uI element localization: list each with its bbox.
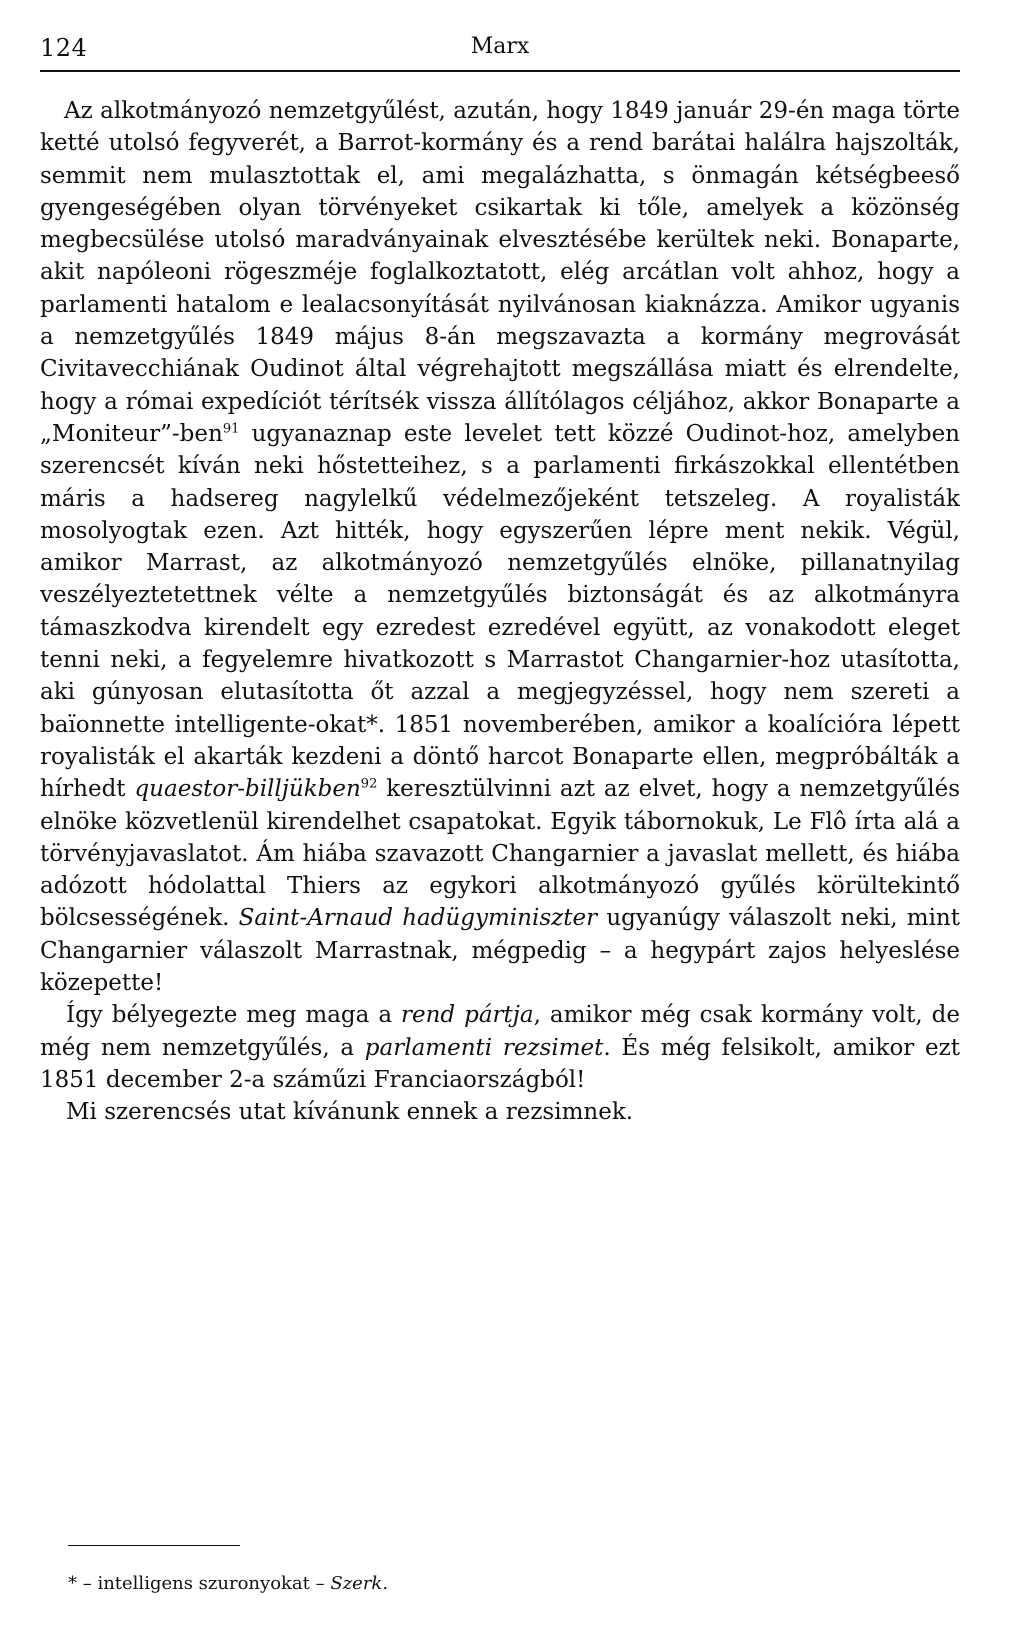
body-text <box>40 95 960 1129</box>
footnote-ref-91: 91 <box>222 421 240 437</box>
page-number: 124 <box>40 34 88 62</box>
footnote-text: * – intelligens szuronyokat – <box>68 1573 331 1594</box>
paragraph-1 <box>40 95 960 999</box>
page-header <box>40 30 960 66</box>
paragraph-1-part-d: ugyanúgy válaszolt neki, mint Changarnier válaszolt Marrastnak, mégpedig – a hegypárt zajos helyeslése közepette! <box>40 905 960 997</box>
paragraph-2 <box>40 999 960 1096</box>
running-title: Marx <box>470 34 530 59</box>
paragraph-1-part-a: Az alkotmányozó nemzetgyűlést, azután, hogy 1849 január 29-én maga törte ketté utolsó fegyverét, a Barrot-kormány és a rend barátai halálra hajszolták, semmit nem mulasztottak el, ami megalázhatta, s önmagán kétségbeeső gyengeségében olyan törvényeket csikartak ki tőle, amelyek a közönség megbecsülése utolsó maradványainak elvesztésébe kerültek neki. Bonaparte, akit napóleoni rögeszméje foglalkoztatott, elég arcátlan volt ahhoz, hogy a parlamenti hatalom e lealacsonyítását nyilvánosan kiaknázza. Amikor ugyanis a nemzetgyűlés 1849 május 8-án megszavazta a kormány megrovását Civitavecchiának Oudinot által végrehajtott megszállása miatt és elrendelte, hogy a római expedíciót térítsék vissza állítólagos céljához, akkor Bonaparte a „Moniteur”-ben <box>40 98 960 447</box>
emphasis-parlamenti-rezsim: parlamenti rezsimet <box>364 1034 604 1061</box>
paragraph-1-part-c: keresztülvinni azt az elvet, hogy a nemzetgyűlés elnöke közvetlenül kirendelhet csapatokat. Egyik tábornokuk, Le Flô írta alá a törvényjavaslatot. Ám hiába szavazott Changarnier a javaslat mellett, és hiába adózott hódolattal Thiers az egykori alkotmányozó gyűlés körültekintő bölcsességének. <box>40 776 960 932</box>
emphasis-rend-partja: rend pártja <box>401 1002 534 1029</box>
header-rule <box>40 70 960 72</box>
footnote-ref-92: 92 <box>360 776 378 792</box>
paragraph-2-part-b: , amikor még csak kormány volt, de még nem nemzetgyűlés, a <box>40 1002 960 1061</box>
footnote-rule <box>68 1545 240 1546</box>
emphasis-quaestor-bill: quaestor-billjükben <box>134 776 361 803</box>
footnote <box>68 1572 928 1596</box>
paragraph-1-part-b: ugyanaznap este levelet tett közzé Oudinot-hoz, amelyben szerencsét kíván neki hőstetteihez, s a parlamenti firkászokkal ellentétben máris a hadsereg nagylelkű védelmezőjeként tetszeleg. A royalisták mosolyogtak ezen. Azt hitték, hogy egyszerűen lépre ment nekik. Végül, amikor Marrast, az alkotmányozó nemzetgyűlés elnöke, pillanatnyilag veszélyeztetettnek vélte a nemzetgyűlés biztonságát és az alkotmányra támaszkodva kirendelt egy ezredest ezredével együtt, az vonakodott eleget tenni neki, a fegyelemre hivatkozott s Marrastot Changarnier-hoz utasította, aki gúnyosan elutasította őt azzal a megjegyzéssel, hogy nem szereti a baïonnette intelligente-okat*. 1851 novemberében, amikor a koalícióra lépett royalisták el akarták kezdeni a döntő harcot Bonaparte ellen, megpróbálták a hírhedt <box>40 420 960 803</box>
paragraph-2-part-a: Így bélyegezte meg maga a <box>66 1002 401 1029</box>
emphasis-saint-arnaud: Saint-Arnaud hadügyminiszter <box>238 905 598 932</box>
paragraph-3: Mi szerencsés utat kívánunk ennek a rezsimnek. <box>66 1099 634 1126</box>
paragraph-2-part-c: . És még felsikolt, amikor ezt 1851 december 2-a száműzi Franciaországból! <box>40 1034 960 1093</box>
footnote-attribution: Szerk. <box>330 1573 389 1594</box>
